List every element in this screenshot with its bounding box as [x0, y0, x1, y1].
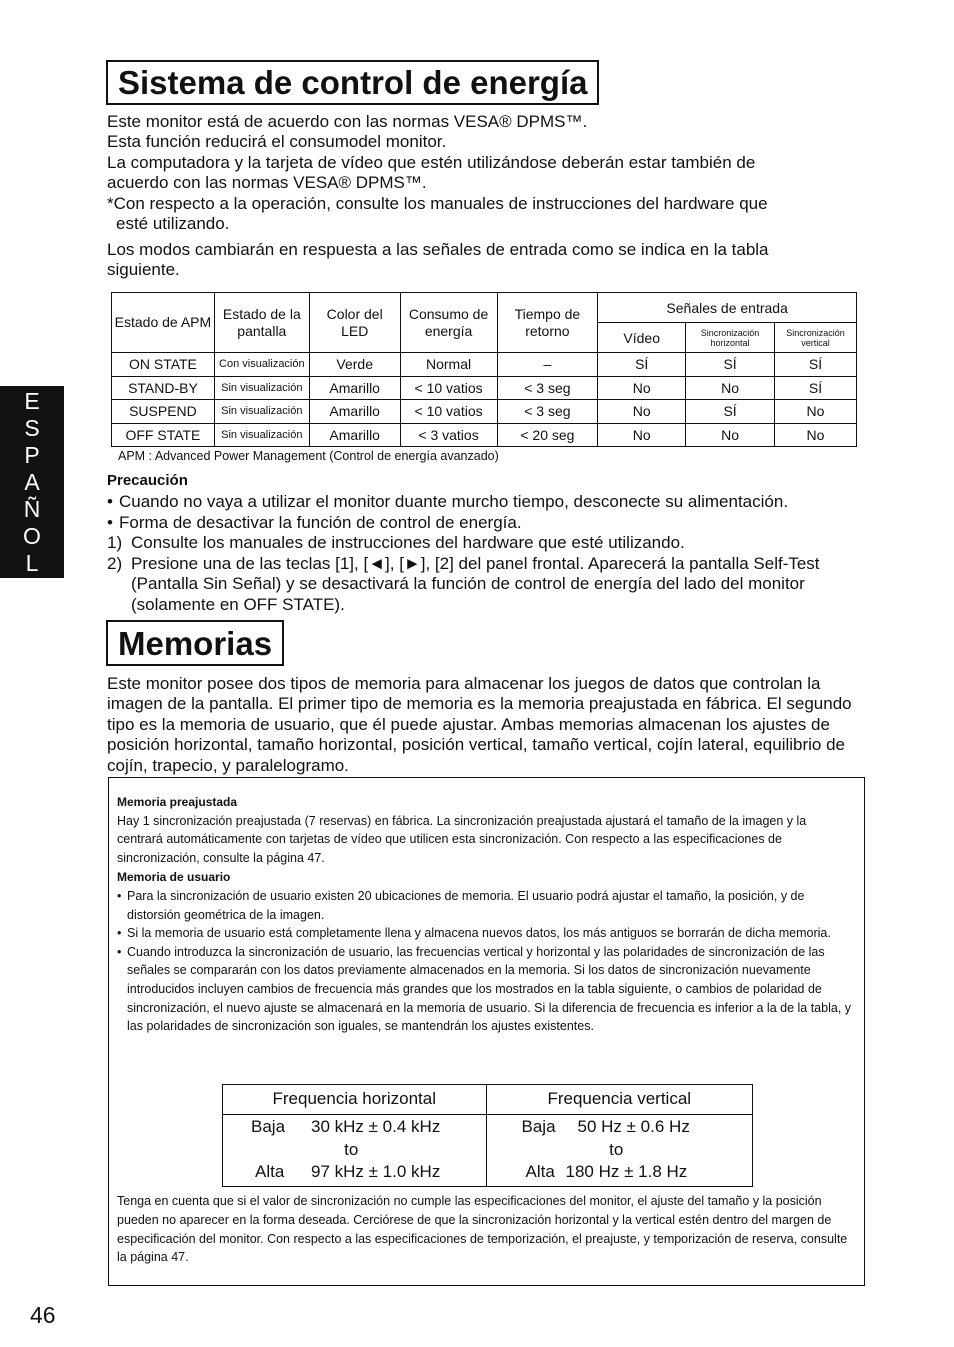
to-label: to: [344, 1139, 359, 1159]
cell-recovery: < 20 seg: [497, 423, 598, 447]
bullet-icon: •: [117, 888, 122, 903]
list-item: [117, 887, 853, 924]
cell-hsync: No: [686, 376, 775, 400]
table-row: [112, 353, 857, 377]
modes-text: [107, 240, 867, 281]
cell-recovery: –: [497, 353, 598, 377]
cell-vsync: SÍ: [775, 376, 857, 400]
v-high-value: 180 Hz ± 1.8 Hz: [565, 1162, 688, 1181]
cell-apm: OFF STATE: [112, 423, 215, 447]
cell-power: Normal: [400, 353, 497, 377]
sync-note-text: Tenga en cuenta que si el valor de sincronización no cumple las especificaciones del monitor, el ajuste del tamaño y la posición pueden no aparecer en la forma deseada. Cerciórese de que la sincronización horizontal y la vertical estén dentro del margen de especificación del monitor. Con respecto a las especificaciones de temporización, el preajuste, y temporización de reserva, consulte la página 47.: [117, 1194, 848, 1265]
cell-apm: SUSPEND: [112, 400, 215, 424]
apm-footnote: APM : Advanced Power Management (Control de energía avanzado): [118, 449, 499, 463]
list-text: Cuando no vaya a utilizar el monitor duante murcho tiempo, desconecte su alimentación.: [119, 492, 789, 511]
side-tab-letter: A: [24, 468, 40, 495]
low-label: Baja: [251, 1117, 286, 1136]
cell-screen: Sin visualización: [214, 423, 309, 447]
cell-vsync: No: [775, 400, 857, 424]
cell-screen: Sin visualización: [214, 400, 309, 424]
frequency-table: [222, 1084, 753, 1187]
list-item: [107, 533, 887, 554]
side-tab-letter: L: [25, 549, 39, 576]
header-horizontal-frequency: Frequencia horizontal: [223, 1085, 487, 1115]
list-marker: •: [107, 512, 113, 532]
side-tab-letter: S: [24, 414, 40, 441]
cell-screen: Sin visualización: [214, 376, 309, 400]
header-vertical-frequency: Frequencia vertical: [486, 1085, 753, 1115]
caution-heading: Precaución: [107, 472, 188, 489]
list-text: Consulte los manuales de instrucciones del hardware que esté utilizando.: [131, 533, 685, 552]
high-label: Alta: [525, 1162, 555, 1181]
header-screen-state: Estado de la pantalla: [214, 293, 309, 353]
list-marker: •: [107, 492, 113, 511]
cell-power: < 3 vatios: [400, 423, 497, 447]
intro-line: Esta función reducirá el consumodel monitor.: [107, 132, 447, 152]
cell-hsync: SÍ: [686, 353, 775, 377]
list-text: Si la memoria de usuario está completamente llena y almacena nuevos datos, los más antiguos se borrarán de dicha memoria.: [127, 926, 831, 941]
cell-video: No: [598, 400, 686, 424]
modes-line: Los modos cambiarán en respuesta a las señales de entrada como se indica en la tabla: [107, 240, 769, 259]
list-item: [107, 554, 887, 616]
cell-video: No: [598, 376, 686, 400]
horizontal-frequency-cell: [223, 1115, 487, 1187]
bullet-icon: •: [117, 926, 122, 941]
intro-line: acuerdo con las normas VESA® DPMS™.: [107, 173, 427, 193]
header-led-color: Color del LED: [309, 293, 400, 353]
section-title-power-control: Sistema de control de energía: [106, 60, 599, 105]
section-title-memories: Memorias: [106, 620, 284, 666]
cell-power: < 10 vatios: [400, 400, 497, 424]
memory-details-content: [117, 793, 853, 1036]
intro-line: esté utilizando.: [116, 214, 230, 234]
header-hsync: Sincronización horizontal: [686, 323, 775, 353]
h-high-value: 97 kHz ± 1.0 kHz: [311, 1162, 441, 1181]
list-item: [107, 492, 887, 513]
side-tab-letter: E: [24, 387, 40, 414]
cell-led: Amarillo: [309, 423, 400, 447]
header-power-consumption: Consumo de energía: [400, 293, 497, 353]
intro-line: La computadora y la tarjeta de vídeo que estén utilizándose deberán estar también de: [107, 152, 756, 172]
to-label: to: [609, 1139, 624, 1159]
list-text: Cuando introduzca la sincronización de usuario, las frecuencias vertical y horizontal y las polaridades de sincronización de las señales se compararán con los datos previamente almacenados en la memoria. Si los datos de sincronización nuevamente introducidos incluyen cambios de frecuencia más grandes que los mostrados en la tabla siguiente, o cambios de polaridad de sincronización, el nuevo ajuste se almacenará en la memoria de usuario. Si la diferencia de frecuencia es inferior a la de la tabla, y las polaridades de sincronización son iguales, se mantendrán los ajustes existentes.: [127, 944, 852, 1034]
header-recovery-time: Tiempo de retorno: [497, 293, 598, 353]
table-row: [112, 400, 857, 424]
v-low-value: 50 Hz ± 0.6 Hz: [577, 1117, 690, 1136]
list-marker: 1): [107, 533, 123, 552]
caution-list: [107, 492, 887, 615]
cell-hsync: SÍ: [686, 400, 775, 424]
modes-line: siguiente.: [107, 260, 180, 280]
list-text: Forma de desactivar la función de control de energía.: [119, 512, 522, 532]
list-marker: 2): [107, 553, 123, 573]
high-label: Alta: [255, 1162, 285, 1181]
header-video: Vídeo: [598, 323, 686, 353]
h-low-value: 30 kHz ± 0.4 kHz: [311, 1117, 441, 1136]
vertical-frequency-cell: [486, 1115, 753, 1187]
list-text: Presione una de las teclas [1], [◄], [►], [2] del panel frontal. Aparecerá la pantalla Self-Test (Pantalla Sin Señal) y se desactivará la función de control de energía del lado del monitor (solamente en OFF STATE).: [131, 553, 820, 614]
table-row: [112, 423, 857, 447]
side-tab-letter: O: [23, 522, 41, 549]
intro-line: *Con respecto a la operación, consulte los manuales de instrucciones del hardware que: [107, 193, 768, 213]
header-apm-state: Estado de APM: [112, 293, 215, 353]
cell-led: Amarillo: [309, 376, 400, 400]
cell-hsync: No: [686, 423, 775, 447]
bullet-icon: •: [117, 944, 122, 959]
table-row: [112, 376, 857, 400]
preset-memory-text: Hay 1 sincronización preajustada (7 reservas) en fábrica. La sincronización preajustada ajustará el tamaño de la imagen y la centrará automáticamente con tarjetas de vídeo que utilicen esta sincronización. Con respecto a las especificaciones de sincronización, consulte la página 47.: [117, 813, 807, 865]
intro-line: Este monitor está de acuerdo con las normas VESA® DPMS™.: [107, 112, 588, 131]
header-input-signals: Señales de entrada: [598, 293, 857, 323]
cell-screen: Con visualización: [214, 353, 309, 377]
cell-recovery: < 3 seg: [497, 400, 598, 424]
user-memory-heading: Memoria de usuario: [117, 870, 231, 885]
cell-apm: ON STATE: [112, 353, 215, 377]
list-text: Para la sincronización de usuario existen 20 ubicaciones de memoria. El usuario podrá ajustar el tamaño, la posición, y de distorsión geométrica de la imagen.: [127, 888, 805, 922]
cell-led: Verde: [309, 353, 400, 377]
cell-recovery: < 3 seg: [497, 376, 598, 400]
cell-video: No: [598, 423, 686, 447]
language-side-tab: [0, 386, 64, 578]
cell-led: Amarillo: [309, 400, 400, 424]
side-tab-letter: Ñ: [23, 495, 41, 522]
low-label: Baja: [521, 1117, 556, 1136]
memories-intro-text: Este monitor posee dos tipos de memoria para almacenar los juegos de datos que controlan la imagen de la pantalla. El primer tipo de memoria es la memoria preajustada en fábrica. El segundo tipo es la memoria de usuario, que él puede ajustar. Ambas memorias almacenan los ajustes de posición horizontal, tamaño horizontal, posición vertical, tamaño vertical, cojín lateral, equilibrio de cojín, trapecio, y paralelogramo.: [107, 674, 852, 775]
header-vsync: Sincronización vertical: [775, 323, 857, 353]
memory-details-box: [108, 777, 865, 1286]
power-modes-table: [111, 292, 857, 447]
cell-vsync: SÍ: [775, 353, 857, 377]
list-item: [117, 924, 853, 943]
list-item: [107, 513, 887, 534]
cell-power: < 10 vatios: [400, 376, 497, 400]
page-number: 46: [30, 1302, 56, 1328]
cell-vsync: No: [775, 423, 857, 447]
power-intro-text: [107, 112, 867, 234]
preset-memory-heading: Memoria preajustada: [117, 795, 238, 809]
list-item: [117, 943, 853, 1036]
side-tab-letter: P: [24, 441, 40, 468]
cell-apm: STAND-BY: [112, 376, 215, 400]
cell-video: SÍ: [598, 353, 686, 377]
